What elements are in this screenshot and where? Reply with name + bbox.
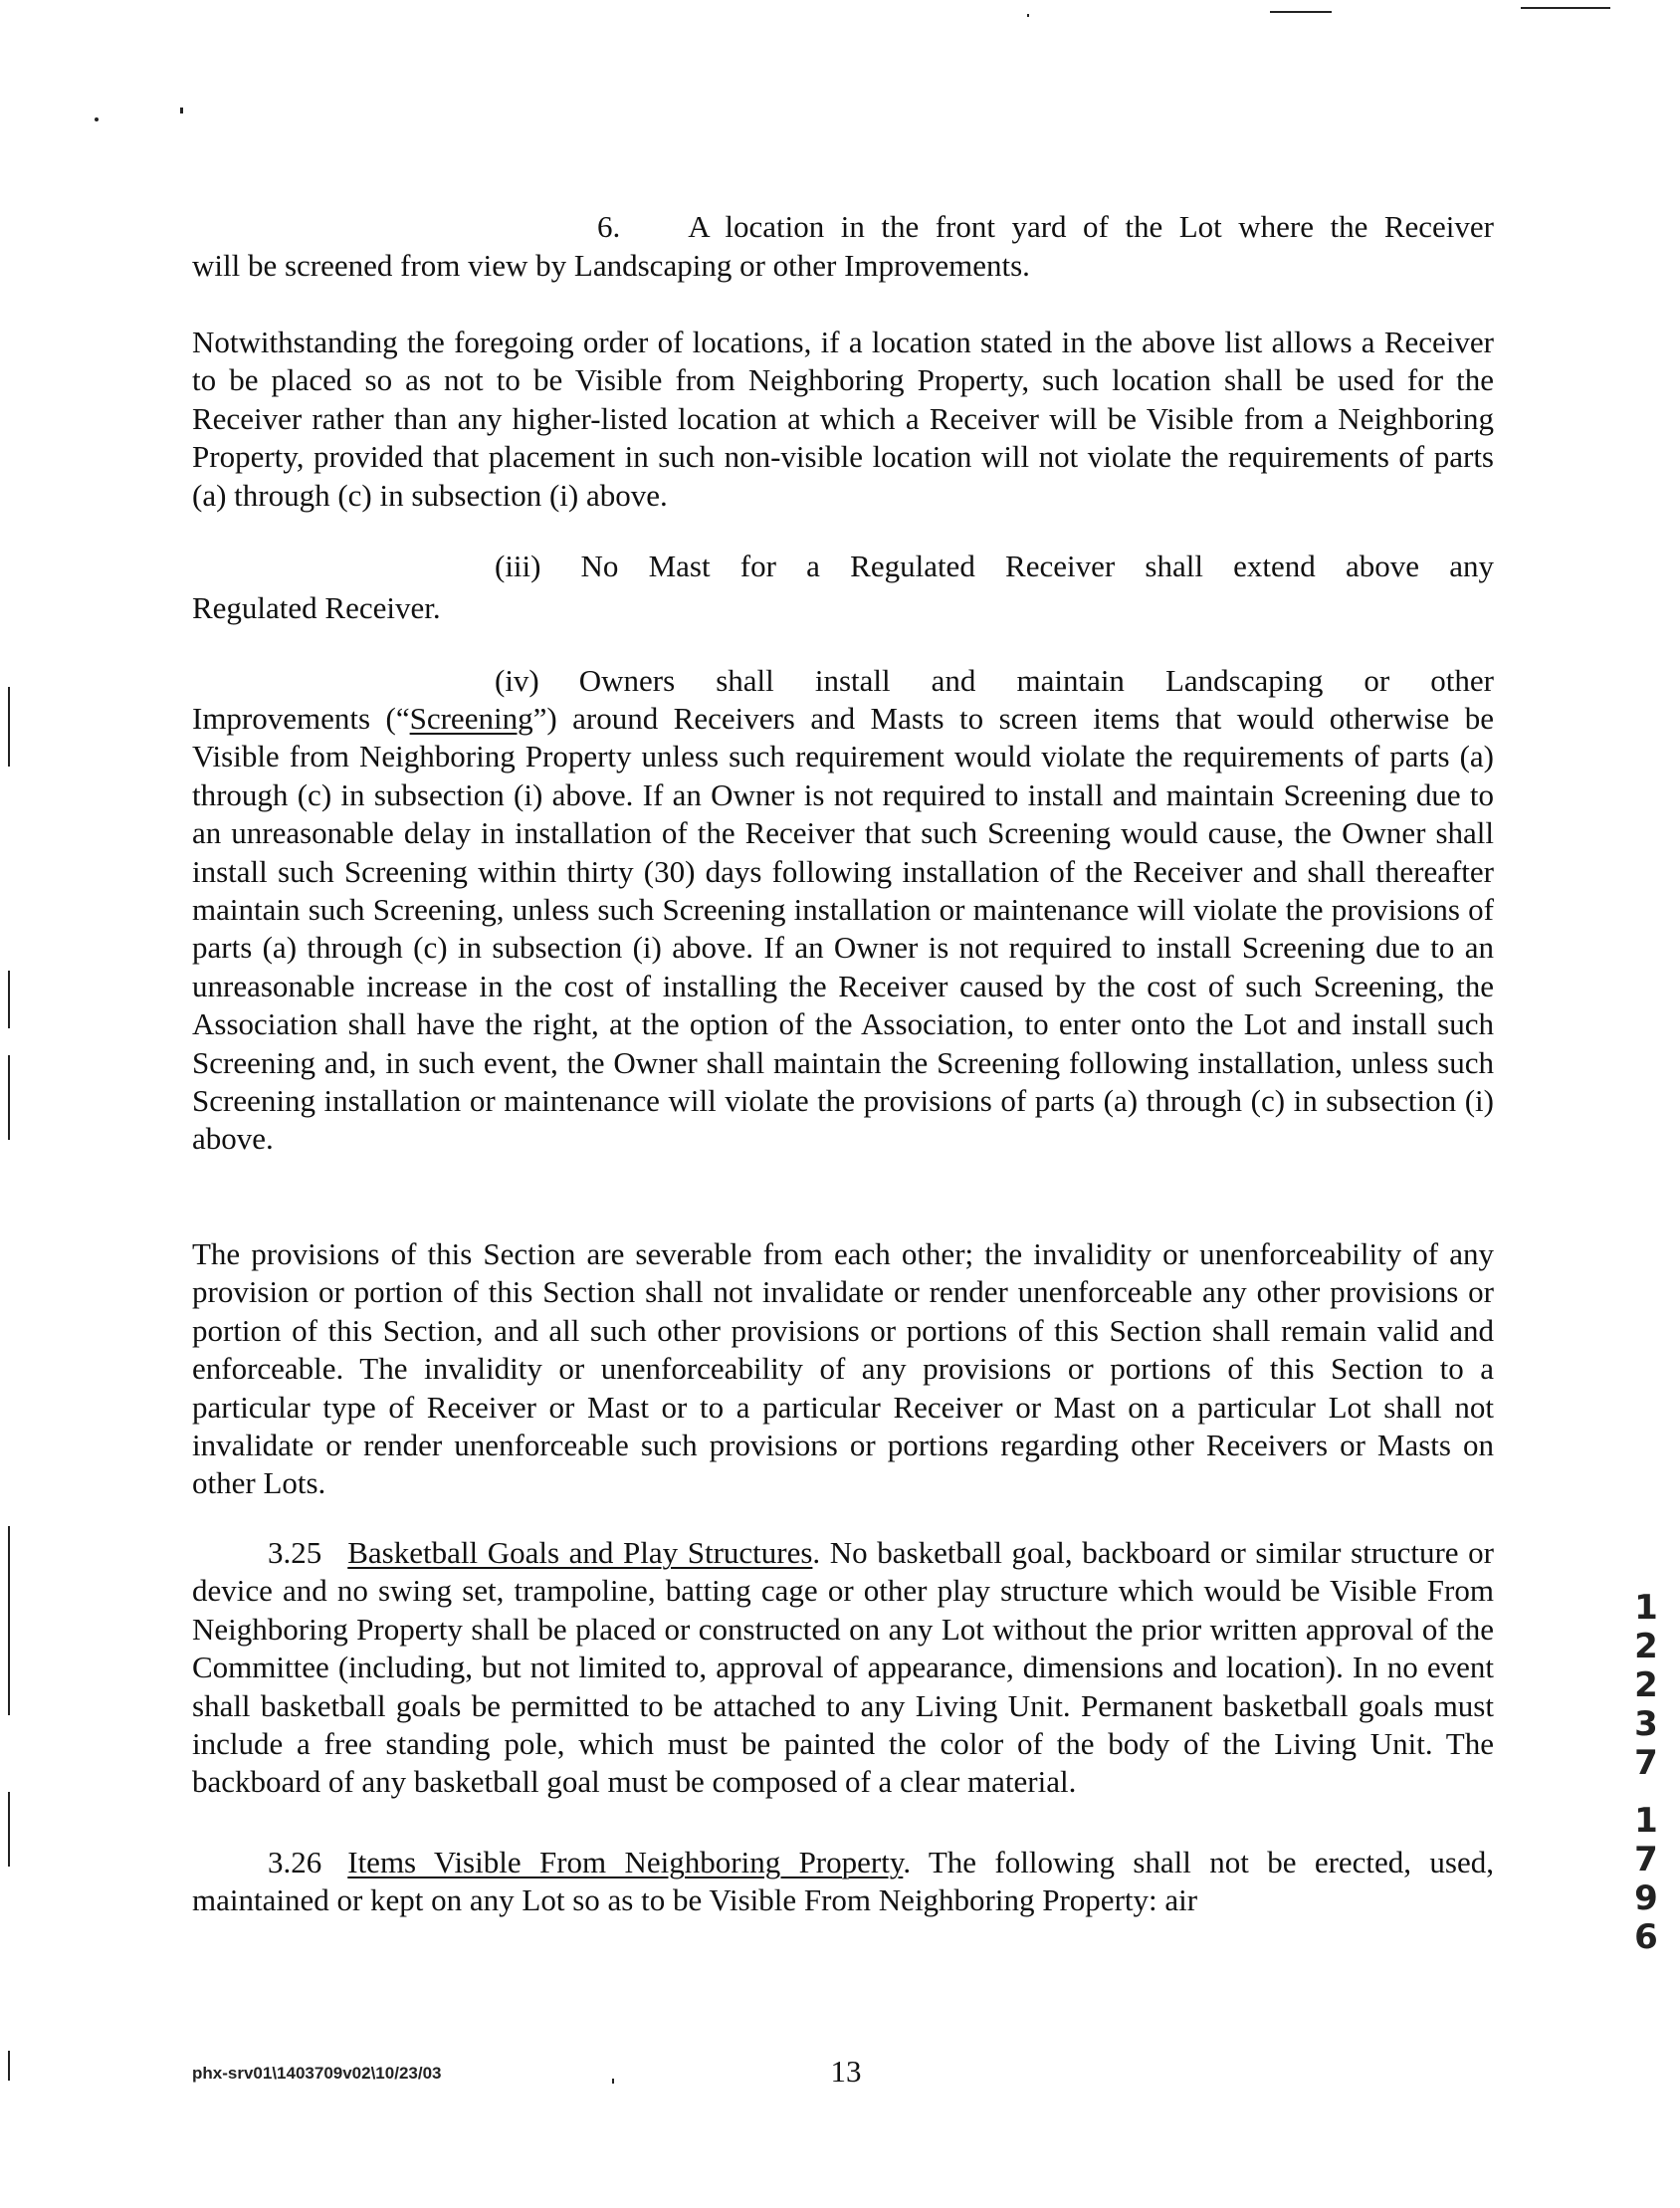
scan-dot-1 (95, 117, 99, 121)
section-3-25-title: Basketball Goals and Play Structures (347, 1535, 813, 1570)
document-id-footer: phx-srv01\1403709v02\10/23/03 (192, 2064, 442, 2083)
recording-number-digit: 1 (1634, 1588, 1658, 1628)
recording-number-digit: 9 (1634, 1878, 1658, 1918)
item6-first-line (597, 208, 1494, 246)
scan-dot-2 (180, 108, 183, 113)
subsection-iv-body: ”) around Receivers and Masts to screen items that would otherwise be Visible from Neighboring Property unless such requirement would violate the requirements of parts (a) through (c) in subsection (i) above. If an Owner is not required to install and maintain Screening due to an unreasonable delay in installation of the Receiver that such Screening would cause, the Owner shall install such Screening within thirty (30) days following installation of the Receiver and shall thereafter maintain such Screening, unless such Screening installation or maintenance will violate the provisions of parts (a) through (c) in subsection (i) above. If an Owner is not required to install Screening due to an unreasonable increase in the cost of installing the Receiver caused by the cost of such Screening, the Association shall have the right, at the option of the Association, to enter onto the Lot and install such Screening and, in such event, the Owner shall maintain the Screening following installation, unless such Screening installation or maintenance will violate the provisions of parts (a) through (c) in subsection (i) above. (192, 701, 1494, 1157)
notwithstanding-paragraph: Notwithstanding the foregoing order of locations, if a location stated in the above list allows a Receiver to be placed so as not to be Visible from Neighboring Property, such location shall be used for the Receiver rather than any higher-listed location at which a Receiver will be Visible from a Neighboring Property, provided that placement in such non-visible location will not violate the requirements of parts (a) through (c) in subsection (i) above. (192, 325, 1494, 513)
subsection-iii-first-line (495, 548, 1494, 585)
section-3-25-number: 3.25 (268, 1535, 322, 1570)
margin-line-2 (8, 971, 10, 1028)
scan-mark-top-1 (1270, 11, 1332, 13)
recording-number-digit: 2 (1634, 1627, 1658, 1666)
recording-number-digit: 2 (1634, 1665, 1658, 1705)
section-3-25-body: . No basketball goal, backboard or similar structure or device and no swing set, trampoline, batting cage or other play structure which would be Visible From Neighboring Property shall be placed or constructed on any Lot without the prior written approval of the Committee (including, but not limited to, approval of appearance, dimensions and location). In no event shall basketball goals be permitted to be attached to any Living Unit. Permanent basketball goals must include a free standing pole, which must be painted the color of the body of the Living Unit. The backboard of any basketball goal must be composed of a clear material. (192, 1535, 1494, 1800)
severability-paragraph: The provisions of this Section are severable from each other; the invalidity or unenforceability of any provision or portion of this Section shall not invalidate or render unenforceable any other provisions or portion of this Section, and all such other provisions or portions of this Section shall remain valid and enforceable. The invalidity or unenforceability of any provisions or portions of this Section to a particular type of Receiver or Mast or to a particular Receiver or Mast on a particular Lot shall not invalidate or render unenforceable such provisions or portions regarding other Receivers or Masts on other Lots. (192, 1236, 1494, 1501)
section-3-26-title: Items Visible From Neighboring Property (347, 1845, 904, 1879)
section-3-26-number: 3.26 (268, 1845, 322, 1879)
margin-line-1 (8, 687, 10, 767)
item6-number: 6. (597, 209, 621, 244)
recording-number-digit: 3 (1634, 1704, 1658, 1744)
page-number: 13 (830, 2054, 862, 2089)
screening-defined-term: Screening (409, 701, 533, 736)
subsection-iv-text: Owners shall install and maintain Landscaping or other (578, 663, 1494, 698)
item6-second-line: will be screened from view by Landscaping or other Improvements. (192, 248, 1030, 283)
subsection-iii-text: No Mast for a Regulated Receiver shall extend above any (580, 549, 1494, 583)
recording-number-digit: 7 (1634, 1840, 1658, 1879)
margin-line-5 (8, 1792, 10, 1867)
margin-line-6 (8, 2051, 10, 2081)
scan-mark-top-3 (1027, 14, 1029, 17)
recording-number-digit: 6 (1634, 1917, 1658, 1957)
margin-line-3 (8, 1055, 10, 1140)
margin-line-4 (8, 1526, 10, 1715)
section-3-26-body: . The following shall not be erected, used, maintained or kept on any Lot so as to be Visible From Neighboring Property: air (192, 1845, 1494, 1918)
recording-number-digit: 1 (1634, 1801, 1658, 1841)
scan-mark-top-2 (1521, 7, 1610, 9)
subsection-iii-second-line: Regulated Receiver. (192, 590, 441, 625)
section-3-26 (192, 1844, 1494, 1920)
subsection-iv-pre: Improvements (“ (192, 701, 410, 736)
recording-number-digit: 7 (1634, 1743, 1658, 1783)
subsection-iv-first-line (495, 662, 1494, 700)
subsection-iv-paragraph (192, 700, 1494, 1159)
subsection-iv-label: (iv) (495, 663, 539, 698)
item6-text: A location in the front yard of the Lot where the Receiver (688, 209, 1494, 244)
section-3-25 (192, 1534, 1494, 1802)
scan-dot-3 (612, 2079, 614, 2084)
subsection-iii-label: (iii) (495, 549, 541, 583)
